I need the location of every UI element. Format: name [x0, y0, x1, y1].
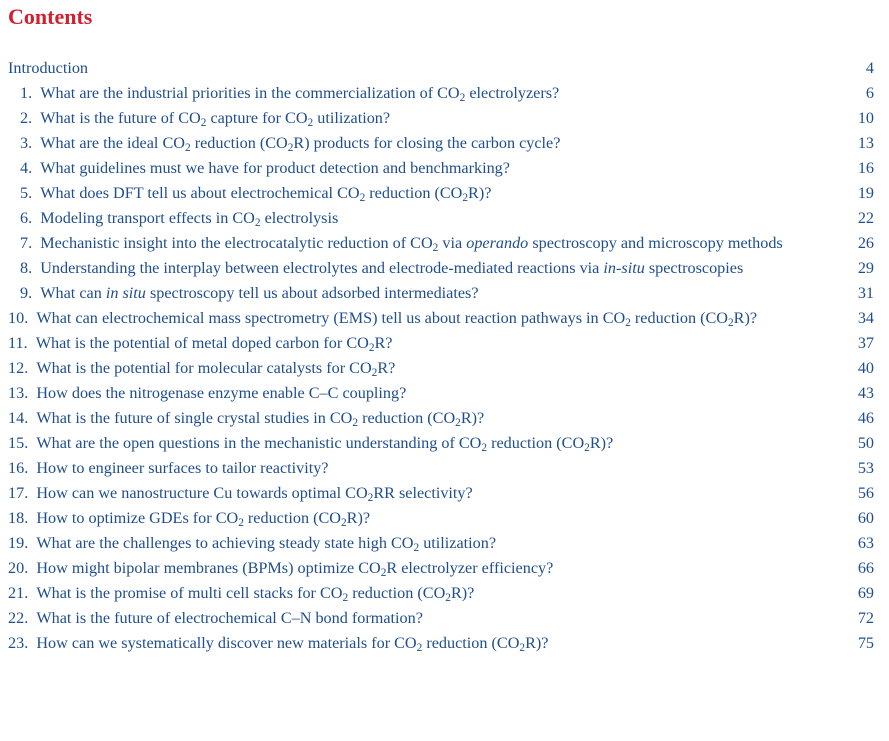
toc-entry-title: 23. How can we systematically discover new materials for $CO_2$ reduction $(CO_2R)$?: [8, 631, 889, 656]
toc-entry[interactable]: [0, 181, 889, 206]
toc-entry-number: 12.: [8, 359, 29, 377]
toc-entry-title: 8. Understanding the interplay between electrolytes and electrode-mediated reactions via in-situ spectroscopies: [8, 256, 820, 281]
toc-entry-page: 6: [865, 84, 874, 102]
toc-entry-number: 7.: [20, 234, 33, 252]
toc-entry-page: 26: [857, 234, 874, 252]
toc-entry[interactable]: [0, 206, 889, 231]
toc-entry[interactable]: [0, 406, 889, 431]
toc-entry-number: 16.: [8, 459, 29, 477]
toc-entry[interactable]: [0, 381, 889, 406]
toc-entry-number: 20.: [8, 559, 29, 577]
toc-entry[interactable]: [0, 481, 889, 506]
toc-entry-page: 4: [865, 59, 874, 77]
toc-entry-page: 34: [857, 309, 874, 327]
toc-entry[interactable]: [0, 631, 889, 656]
toc-entry-page: 29: [857, 259, 874, 277]
toc-entry-title: 15. What are the open questions in the mechanistic understanding of $CO_2$ reduction $(CO_2R)$?: [8, 431, 889, 456]
toc-entry-page: 75: [857, 634, 874, 652]
toc-entry-title: 12. What is the potential for molecular catalysts for $CO_2R$?: [8, 356, 889, 381]
toc-entry[interactable]: [0, 306, 889, 331]
toc-entry-number: 19.: [8, 534, 29, 552]
toc-entry[interactable]: [0, 606, 889, 631]
toc-entry-number: 14.: [8, 409, 29, 427]
toc-entry-page: 22: [857, 209, 874, 227]
toc-entry[interactable]: [0, 156, 889, 181]
toc-entry-number: 18.: [8, 509, 29, 527]
toc-entry-title: 21. What is the promise of multi cell stacks for $CO_2$ reduction $(CO_2R)$?: [8, 581, 889, 606]
toc-entry-number: 23.: [8, 634, 29, 652]
toc-entry-title: 20. How might bipolar membranes (BPMs) optimize $CO_2R$ electrolyzer efficiency?: [8, 556, 889, 581]
toc-entry[interactable]: [0, 581, 889, 606]
toc-entry[interactable]: [0, 331, 889, 356]
toc-entry[interactable]: [0, 231, 889, 256]
toc-entry-page: 69: [857, 584, 874, 602]
toc-entry-page: 31: [857, 284, 874, 302]
toc-entry-title: 9. What can in situ spectroscopy tell us about adsorbed intermediates?: [8, 281, 889, 306]
toc-entry-page: 19: [857, 184, 874, 202]
toc-entry-title: 13. How does the nitrogenase enzyme enable C–C coupling?: [8, 381, 889, 406]
toc-entry-number: 21.: [8, 584, 29, 602]
contents-heading: Contents: [8, 4, 93, 29]
toc-entry-title: 7. Mechanistic insight into the electrocatalytic reduction of $CO_2$ via operando spectroscopy and microscopy methods: [8, 231, 820, 256]
toc-entry-title: 11. What is the potential of metal doped carbon for $CO_2R$?: [8, 331, 889, 356]
toc-entry-title: 3. What are the ideal $CO_2$ reduction $(CO_2R)$ products for closing the carbon cycle?: [8, 131, 889, 156]
toc-entry[interactable]: [0, 556, 889, 581]
toc-entry-number: 22.: [8, 609, 29, 627]
toc-entry[interactable]: [0, 456, 889, 481]
toc-entry-number: 15.: [8, 434, 29, 452]
toc-entry-page: 43: [857, 384, 874, 402]
toc-entry-page: 40: [857, 359, 874, 377]
toc-entry-number: 10.: [8, 309, 29, 327]
toc-entry-page: 60: [857, 509, 874, 527]
toc-entry[interactable]: [0, 431, 889, 456]
toc-entry-number: 1.: [20, 84, 33, 102]
toc-entry-title: 6. Modeling transport effects in $CO_2$ electrolysis: [8, 206, 889, 231]
table-of-contents: [0, 56, 889, 656]
toc-entry[interactable]: [0, 131, 889, 156]
toc-entry-page: 53: [857, 459, 874, 477]
toc-entry[interactable]: [0, 81, 889, 106]
toc-entry-title: 14. What is the future of single crystal studies in $CO_2$ reduction $(CO_2R)$?: [8, 406, 889, 431]
toc-entry-number: 3.: [20, 134, 33, 152]
toc-entry-title: 19. What are the challenges to achieving steady state high $CO_2$ utilization?: [8, 531, 889, 556]
toc-entry-title: 17. How can we nanostructure Cu towards optimal $CO_2RR$ selectivity?: [8, 481, 889, 506]
toc-entry-title: 22. What is the future of electrochemical C–N bond formation?: [8, 606, 889, 631]
toc-entry-page: 10: [857, 109, 874, 127]
toc-entry-number: 17.: [8, 484, 29, 502]
toc-entry-title: 18. How to optimize GDEs for $CO_2$ reduction $(CO_2R)$?: [8, 506, 889, 531]
toc-entry-page: 63: [857, 534, 874, 552]
toc-entry-cut-off: [0, 731, 889, 741]
toc-entry-page: 66: [857, 559, 874, 577]
toc-entry-number: 4.: [20, 159, 33, 177]
toc-entry-page: 56: [857, 484, 874, 502]
toc-entry-page: 50: [857, 434, 874, 452]
toc-entry-title: 4. What guidelines must we have for product detection and benchmarking?: [8, 156, 889, 181]
toc-entry-page: 46: [857, 409, 874, 427]
toc-entry[interactable]: [0, 281, 889, 306]
toc-entry[interactable]: [0, 106, 889, 131]
toc-entry-page: 72: [857, 609, 874, 627]
toc-entry[interactable]: [0, 506, 889, 531]
toc-entry-number: 6.: [20, 209, 33, 227]
toc-entry-page: 16: [857, 159, 874, 177]
toc-entry-number: 8.: [20, 259, 33, 277]
toc-entry[interactable]: [0, 531, 889, 556]
toc-entry-title: Introduction: [8, 59, 89, 77]
toc-entry-title: 16. How to engineer surfaces to tailor reactivity?: [8, 456, 889, 481]
toc-entry-title: 2. What is the future of $CO_2$ capture for $CO_2$ utilization?: [8, 106, 889, 131]
toc-entry-page: 37: [857, 334, 874, 352]
toc-entry-page: 13: [857, 134, 874, 152]
toc-entry-number: 2.: [20, 109, 33, 127]
toc-entry[interactable]: [0, 356, 889, 381]
toc-entry-number: 9.: [20, 284, 33, 302]
toc-entry-title: 5. What does DFT tell us about electrochemical $CO_2$ reduction $(CO_2R)$?: [8, 181, 889, 206]
toc-entry-title: 1. What are the industrial priorities in the commercialization of $CO_2$ electrolyzers?: [8, 81, 889, 106]
toc-entry-number: 13.: [8, 384, 29, 402]
toc-entry-title: 10. What can electrochemical mass spectrometry (EMS) tell us about reaction pathways in $CO_2$ reduction $(CO_2R)$?: [8, 306, 808, 331]
toc-entry[interactable]: [0, 56, 889, 81]
toc-entry-number: 11.: [8, 334, 28, 352]
toc-entry[interactable]: [0, 256, 889, 281]
toc-entry-number: 5.: [20, 184, 33, 202]
